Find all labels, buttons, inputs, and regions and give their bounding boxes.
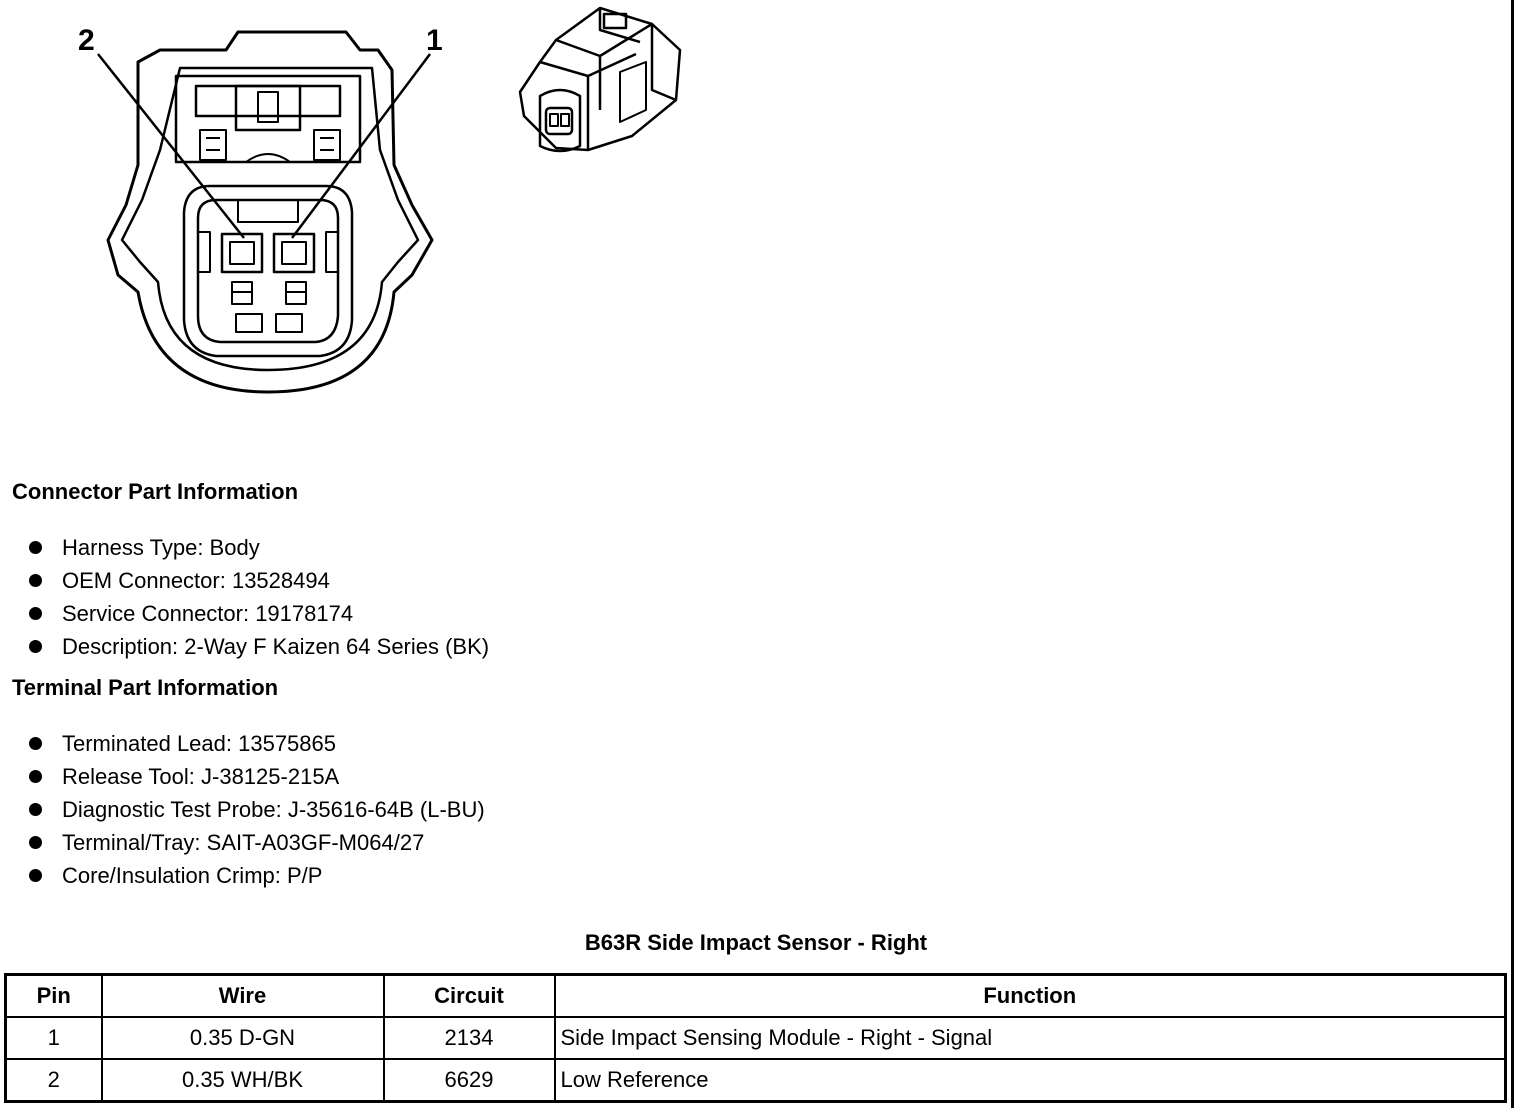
bullet-icon xyxy=(29,803,42,816)
cell-wire: 0.35 D-GN xyxy=(102,1017,384,1059)
list-item: OEM Connector: 13528494 xyxy=(28,564,489,597)
column-header-circuit: Circuit xyxy=(384,975,555,1018)
list-item: Harness Type: Body xyxy=(28,531,489,564)
pin-2-terminal-inner xyxy=(230,242,254,264)
cavity-top-key xyxy=(238,200,298,222)
pin-2-leader xyxy=(98,54,244,238)
list-item: Service Connector: 19178174 xyxy=(28,597,489,630)
cell-function: Side Impact Sensing Module - Right - Signal xyxy=(555,1017,1506,1059)
latch-hook-right xyxy=(314,130,340,160)
list-item: Core/Insulation Crimp: P/P xyxy=(28,859,485,892)
bullet-icon xyxy=(29,541,42,554)
cell-pin: 1 xyxy=(6,1017,102,1059)
pin-label-1: 1 xyxy=(426,24,443,57)
terminal-info-list xyxy=(28,727,485,892)
pin-label-2: 2 xyxy=(78,24,95,57)
column-header-function: Function xyxy=(555,975,1506,1018)
connector-inner-housing xyxy=(122,68,418,370)
pin-1-terminal-inner xyxy=(282,242,306,264)
connector-info-list xyxy=(28,531,489,663)
connector-diagram xyxy=(0,0,720,420)
bullet-icon xyxy=(29,737,42,750)
list-item: Release Tool: J-38125-215A xyxy=(28,760,485,793)
latch-inner xyxy=(196,86,340,116)
bullet-icon xyxy=(29,770,42,783)
table-title: B63R Side Impact Sensor - Right xyxy=(584,930,928,955)
column-header-wire: Wire xyxy=(102,975,384,1018)
table-header-row xyxy=(6,975,1506,1018)
cell-pin: 2 xyxy=(6,1059,102,1102)
cavity-bottom-key-left xyxy=(236,314,262,332)
bullet-icon xyxy=(29,836,42,849)
latch-hook-left xyxy=(200,130,226,160)
pin-2-terminal xyxy=(222,234,262,272)
connector-isometric-view xyxy=(520,8,680,151)
bullet-icon xyxy=(29,574,42,587)
bullet-icon xyxy=(29,869,42,882)
cavity-side-right xyxy=(326,232,338,272)
cavity-side-left xyxy=(198,232,210,272)
list-item: Diagnostic Test Probe: J-35616-64B (L-BU) xyxy=(28,793,485,826)
list-item: Terminated Lead: 13575865 xyxy=(28,727,485,760)
latch-center xyxy=(258,92,278,122)
cell-circuit: 2134 xyxy=(384,1017,555,1059)
column-header-pin: Pin xyxy=(6,975,102,1018)
cell-wire: 0.35 WH/BK xyxy=(102,1059,384,1102)
cell-function: Low Reference xyxy=(555,1059,1506,1102)
terminal-info-heading: Terminal Part Information xyxy=(12,675,279,700)
cavity-bottom-key-right xyxy=(276,314,302,332)
table-row xyxy=(6,1017,1506,1059)
bullet-icon xyxy=(29,640,42,653)
table-row xyxy=(6,1059,1506,1102)
list-item: Description: 2-Way F Kaizen 64 Series (BK) xyxy=(28,630,489,663)
bullet-icon xyxy=(29,607,42,620)
pin-1-terminal xyxy=(274,234,314,272)
pin-table xyxy=(4,973,1507,1103)
connector-info-heading: Connector Part Information xyxy=(12,479,299,504)
list-item: Terminal/Tray: SAIT-A03GF-M064/27 xyxy=(28,826,485,859)
cell-circuit: 6629 xyxy=(384,1059,555,1102)
